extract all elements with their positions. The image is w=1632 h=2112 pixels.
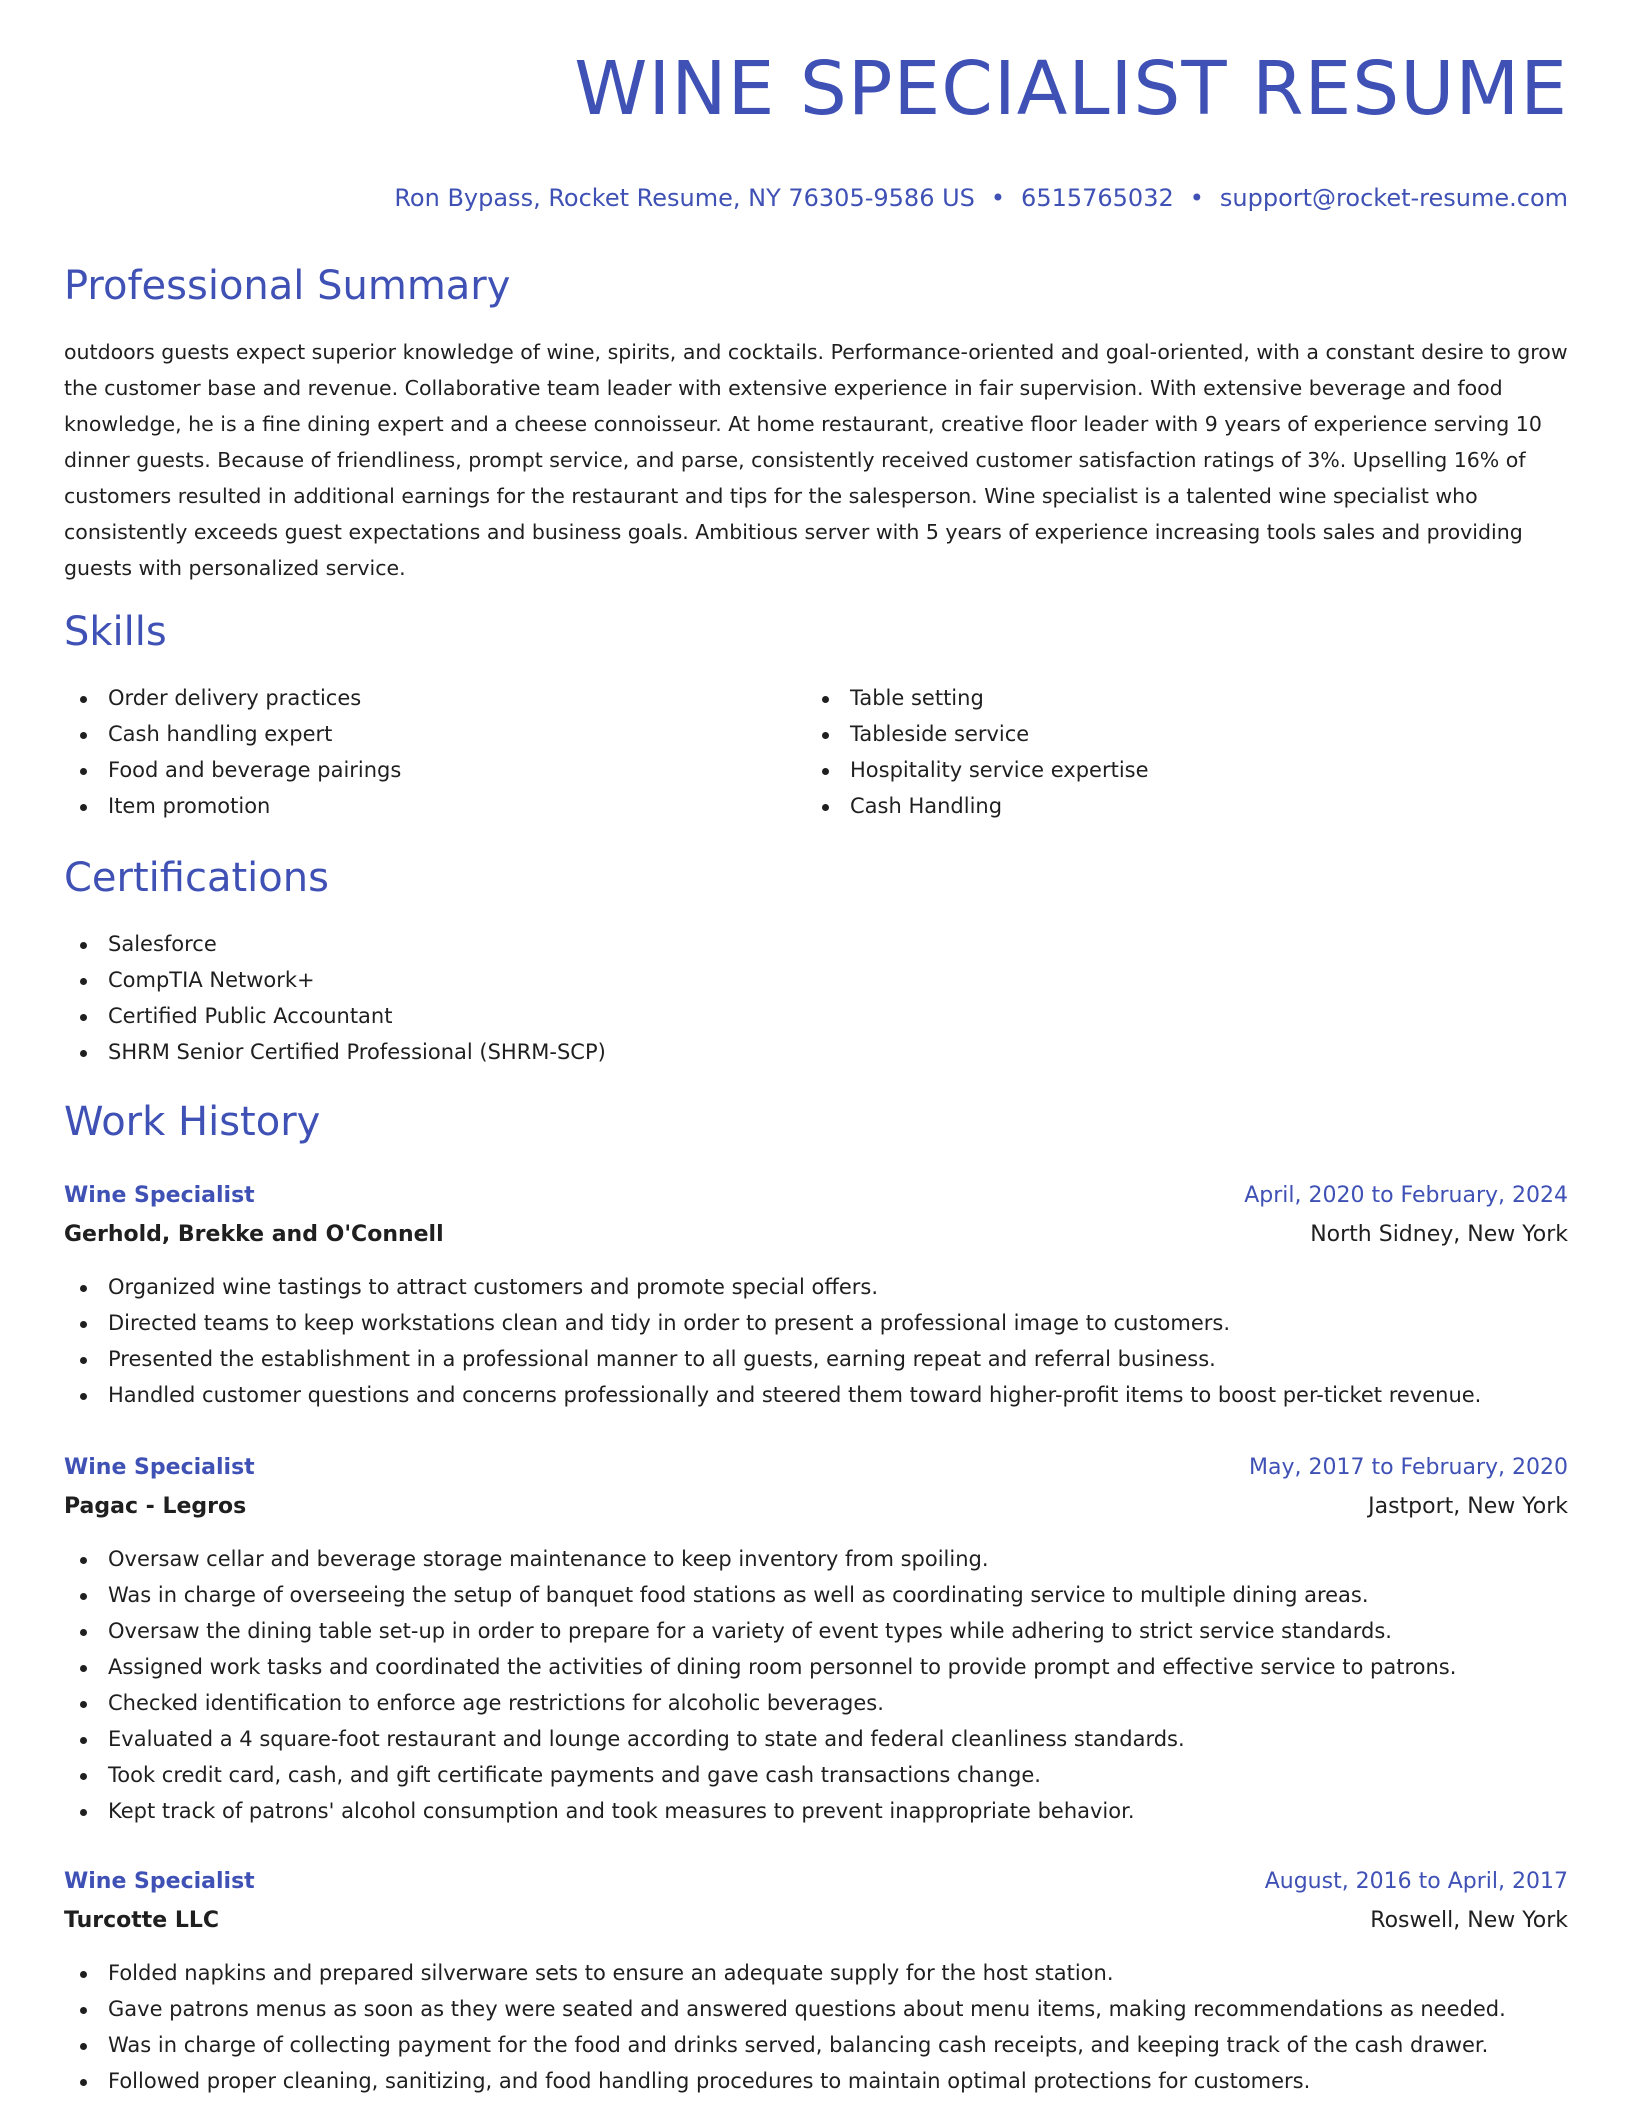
job-duty: Assigned work tasks and coordinated the activities of dining room personnel to provide prompt and effective service to patrons. <box>64 1649 1564 1685</box>
job-subheader <box>64 1903 1568 1939</box>
job-duty: Followed proper cleaning, sanitizing, and food handling procedures to maintain optimal protections for customers. <box>64 2063 1564 2099</box>
contact-phone: 6515765032 <box>1021 184 1174 212</box>
certification-item: Certified Public Accountant <box>64 998 1564 1034</box>
certifications-list <box>64 926 1564 1070</box>
job-subheader <box>64 1217 1568 1253</box>
job-title: Wine Specialist <box>64 1869 255 1894</box>
job-company: Gerhold, Brekke and O'Connell <box>64 1222 444 1247</box>
contact-separator: • <box>990 184 1006 212</box>
job-subheader <box>64 1489 1568 1525</box>
certifications-heading: Certifications <box>64 855 329 901</box>
job-dates: April, 2020 to February, 2024 <box>1244 1183 1568 1208</box>
summary-text: outdoors guests expect superior knowledge of wine, spirits, and cocktails. Performance-oriented and goal-oriented, with a constant desire to grow the customer base and revenue. Collaborative team leader with extensive experience in fair supervision. With extensive beverage and food knowledge, he is a fine dining expert and a cheese connoisseur. At home restaurant, creative floor leader with 9 years of experience serving 10 dinner guests. Because of friendliness, prompt service, and parse, consistently received customer satisfaction ratings of 3%. Upselling 16% of customers resulted in additional earnings for the restaurant and tips for the salesperson. Wine specialist is a talented wine specialist who consistently exceeds guest expectations and business goals. Ambitious server with 5 years of experience increasing tools sales and providing guests with personalized service. <box>64 340 1568 580</box>
skill-item: Cash handling expert <box>64 716 804 752</box>
skill-item: Table setting <box>806 680 1546 716</box>
job-duties-list <box>64 1541 1564 1829</box>
skills-list-right <box>806 680 1546 824</box>
skill-item: Order delivery practices <box>64 680 804 716</box>
job-duty: Oversaw cellar and beverage storage maintenance to keep inventory from spoiling. <box>64 1541 1564 1577</box>
job-header <box>64 1864 1568 1900</box>
job-duties-list <box>64 1955 1564 2099</box>
job-company: Pagac - Legros <box>64 1494 247 1519</box>
skill-item: Cash Handling <box>806 788 1546 824</box>
job-dates: May, 2017 to February, 2020 <box>1249 1455 1568 1480</box>
skill-item: Food and beverage pairings <box>64 752 804 788</box>
job-header <box>64 1450 1568 1486</box>
certification-item: Salesforce <box>64 926 1564 962</box>
job-title: Wine Specialist <box>64 1183 255 1208</box>
contact-address: Ron Bypass, Rocket Resume, NY 76305-9586 US <box>394 184 975 212</box>
job-duties-list <box>64 1269 1564 1413</box>
skill-item: Tableside service <box>806 716 1546 752</box>
job-duty: Was in charge of overseeing the setup of banquet food stations as well as coordinating service to multiple dining areas. <box>64 1577 1564 1613</box>
job-location: Jastport, New York <box>1368 1494 1568 1519</box>
job-location: Roswell, New York <box>1370 1908 1568 1933</box>
resume-title: WINE SPECIALIST RESUME <box>574 46 1568 132</box>
job-duty: Evaluated a 4 square-foot restaurant and lounge according to state and federal cleanliness standards. <box>64 1721 1564 1757</box>
certification-item: CompTIA Network+ <box>64 962 1564 998</box>
job-duty: Directed teams to keep workstations clean and tidy in order to present a professional image to customers. <box>64 1305 1564 1341</box>
certification-item: SHRM Senior Certified Professional (SHRM-SCP) <box>64 1034 1564 1070</box>
job-duty: Oversaw the dining table set-up in order to prepare for a variety of event types while adhering to strict service standards. <box>64 1613 1564 1649</box>
job-duty: Handled customer questions and concerns professionally and steered them toward higher-profit items to boost per-ticket revenue. <box>64 1377 1564 1413</box>
job-duty: Took credit card, cash, and gift certificate payments and gave cash transactions change. <box>64 1757 1564 1793</box>
summary-heading: Professional Summary <box>64 263 511 309</box>
contact-email[interactable]: support@rocket-resume.com <box>1219 184 1568 212</box>
contact-separator: • <box>1189 184 1204 212</box>
job-duty: Kept track of patrons' alcohol consumption and took measures to prevent inappropriate behavior. <box>64 1793 1564 1829</box>
skills-list-left <box>64 680 804 824</box>
job-dates: August, 2016 to April, 2017 <box>1264 1869 1568 1894</box>
job-duty: Organized wine tastings to attract customers and promote special offers. <box>64 1269 1564 1305</box>
job-header <box>64 1178 1568 1214</box>
job-duty: Was in charge of collecting payment for the food and drinks served, balancing cash receipts, and keeping track of the cash drawer. <box>64 2027 1564 2063</box>
job-title: Wine Specialist <box>64 1455 255 1480</box>
skills-heading: Skills <box>64 609 167 655</box>
job-duty: Gave patrons menus as soon as they were seated and answered questions about menu items, making recommendations as needed. <box>64 1991 1564 2027</box>
work-history-heading: Work History <box>64 1099 321 1145</box>
skill-item: Item promotion <box>64 788 804 824</box>
job-location: North Sidney, New York <box>1310 1222 1568 1247</box>
contact-line <box>394 182 1568 214</box>
job-duty: Checked identification to enforce age restrictions for alcoholic beverages. <box>64 1685 1564 1721</box>
job-duty: Presented the establishment in a professional manner to all guests, earning repeat and referral business. <box>64 1341 1564 1377</box>
job-company: Turcotte LLC <box>64 1908 220 1933</box>
skill-item: Hospitality service expertise <box>806 752 1546 788</box>
job-duty: Folded napkins and prepared silverware sets to ensure an adequate supply for the host station. <box>64 1955 1564 1991</box>
